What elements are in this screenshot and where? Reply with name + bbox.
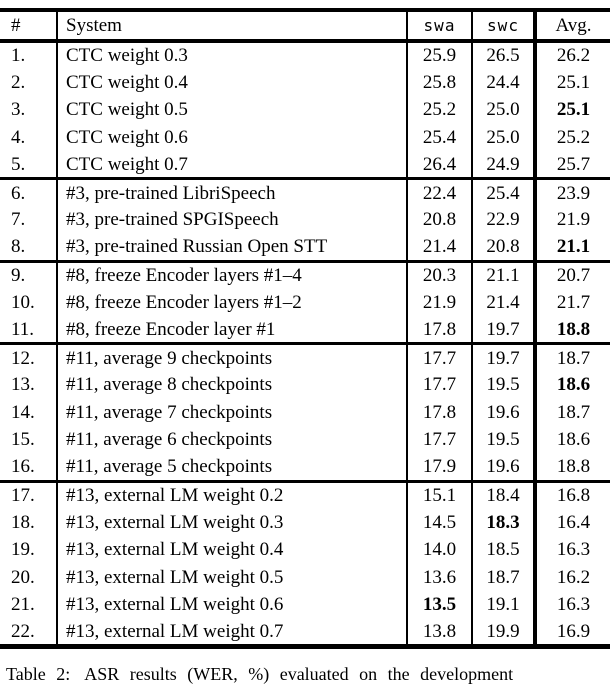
avg-cell: 18.7: [535, 344, 610, 372]
row-number-cell: 9.: [0, 261, 57, 289]
swa-cell: 21.9: [407, 289, 472, 317]
swa-cell: 17.7: [407, 344, 472, 372]
table-row: [0, 481, 610, 509]
avg-cell: 16.3: [556, 594, 591, 616]
swc-cell: 25.0: [472, 96, 535, 124]
system-cell: #13, external LM weight 0.2: [57, 481, 407, 509]
system-cell: #3, pre-trained SPGISpeech: [57, 206, 407, 234]
system-cell: #13, external LM weight 0.7: [57, 619, 407, 647]
row-number-cell: 4.: [0, 124, 57, 152]
avg-cell: 18.6: [556, 374, 591, 396]
swa-cell: 22.4: [407, 179, 472, 207]
avg-cell: 21.9: [556, 209, 591, 231]
row-number-cell: 14.: [0, 399, 57, 427]
table-row: [0, 261, 610, 289]
system-cell: #11, average 5 checkpoints: [57, 454, 407, 482]
table-row: [0, 179, 610, 207]
table-row: [0, 619, 610, 647]
swc-cell: 22.9: [472, 206, 535, 234]
row-number-cell: 6.: [0, 179, 57, 207]
table-row: [0, 96, 610, 124]
row-number-cell: 19.: [0, 536, 57, 564]
row-number-cell: 17.: [0, 481, 57, 509]
avg-cell: 18.7: [556, 401, 591, 423]
system-cell: CTC weight 0.4: [57, 69, 407, 97]
table-row: [0, 289, 610, 317]
swc-cell: 21.1: [472, 261, 535, 289]
header-system: System: [57, 10, 407, 41]
swa-cell: 25.8: [407, 69, 472, 97]
row-number-cell: 20.: [0, 564, 57, 592]
swa-cell: 21.4: [407, 234, 472, 262]
system-cell: #13, external LM weight 0.3: [57, 509, 407, 537]
row-number-cell: 2.: [0, 69, 57, 97]
system-cell: #13, external LM weight 0.4: [57, 536, 407, 564]
table-row: [0, 41, 610, 69]
swc-cell: 18.4: [472, 481, 535, 509]
swa-cell: 13.6: [407, 564, 472, 592]
system-cell: #11, average 6 checkpoints: [57, 426, 407, 454]
swa-cell: 13.5: [407, 591, 472, 619]
swc-cell: 18.7: [472, 564, 535, 592]
avg-cell: 25.2: [556, 126, 591, 148]
caption-text: ASR results (WER, %) evaluated on the development: [84, 663, 514, 684]
system-cell: #11, average 9 checkpoints: [57, 344, 407, 372]
avg-cell: 16.8: [535, 481, 610, 509]
row-number-cell: 5.: [0, 151, 57, 179]
caption-label: Table 2:: [6, 663, 71, 684]
table-row: [0, 509, 610, 537]
swa-cell: 25.4: [407, 124, 472, 152]
system-cell: #8, freeze Encoder layers #1–2: [57, 289, 407, 317]
table-row: [0, 371, 610, 399]
swc-cell: 19.9: [472, 619, 535, 647]
table-row: [0, 454, 610, 482]
system-cell: #3, pre-trained LibriSpeech: [57, 179, 407, 207]
row-number-cell: 10.: [0, 289, 57, 317]
table-row: [0, 151, 610, 179]
swa-cell: 25.9: [407, 41, 472, 69]
swc-cell: 25.0: [472, 124, 535, 152]
row-number-cell: 12.: [0, 344, 57, 372]
swa-cell: 14.5: [407, 509, 472, 537]
header-swc: swc: [472, 10, 535, 41]
system-cell: CTC weight 0.3: [57, 41, 407, 69]
system-cell: #8, freeze Encoder layers #1–4: [57, 261, 407, 289]
avg-cell: 16.3: [556, 539, 591, 561]
avg-cell: 18.8: [556, 456, 591, 477]
system-cell: #13, external LM weight 0.6: [57, 591, 407, 619]
avg-cell: 21.1: [556, 236, 591, 257]
row-number-cell: 1.: [0, 41, 57, 69]
avg-cell: 25.1: [556, 99, 591, 121]
swc-cell: 19.6: [472, 399, 535, 427]
system-cell: CTC weight 0.5: [57, 96, 407, 124]
swc-cell: 19.7: [472, 316, 535, 344]
system-cell: #8, freeze Encoder layer #1: [57, 316, 407, 344]
avg-cell: 16.4: [556, 511, 591, 533]
avg-cell: 16.2: [556, 566, 591, 588]
table-row: [0, 206, 610, 234]
swa-cell: 17.7: [407, 426, 472, 454]
table-caption: [0, 663, 610, 684]
table-row: [0, 344, 610, 372]
swa-cell: 17.8: [407, 316, 472, 344]
system-cell: CTC weight 0.6: [57, 124, 407, 152]
table-row: [0, 234, 610, 262]
system-cell: #3, pre-trained Russian Open STT: [57, 234, 407, 262]
system-cell: CTC weight 0.7: [57, 151, 407, 179]
swa-cell: 14.0: [407, 536, 472, 564]
table-row: [0, 591, 610, 619]
table-row: [0, 399, 610, 427]
row-number-cell: 8.: [0, 234, 57, 262]
system-cell: #11, average 7 checkpoints: [57, 399, 407, 427]
table-row: [0, 316, 610, 344]
avg-cell: 18.6: [556, 429, 591, 451]
swc-cell: 18.5: [472, 536, 535, 564]
swa-cell: 20.8: [407, 206, 472, 234]
row-number-cell: 7.: [0, 206, 57, 234]
avg-cell: 16.9: [556, 620, 591, 642]
swc-cell: 26.5: [472, 41, 535, 69]
swa-cell: 17.7: [407, 371, 472, 399]
swc-cell: 21.4: [472, 289, 535, 317]
avg-cell: 25.7: [556, 153, 591, 175]
swc-cell: 19.5: [472, 426, 535, 454]
swc-cell: 24.9: [472, 151, 535, 179]
row-number-cell: 13.: [0, 371, 57, 399]
table-row: [0, 69, 610, 97]
swa-cell: 17.8: [407, 399, 472, 427]
system-cell: #13, external LM weight 0.5: [57, 564, 407, 592]
row-number-cell: 15.: [0, 426, 57, 454]
row-number-cell: 22.: [0, 619, 57, 647]
table-row: [0, 124, 610, 152]
swa-cell: 25.2: [407, 96, 472, 124]
swc-cell: 20.8: [472, 234, 535, 262]
row-number-cell: 21.: [0, 591, 57, 619]
swa-cell: 26.4: [407, 151, 472, 179]
avg-cell: 25.1: [556, 71, 591, 93]
avg-cell: 18.8: [556, 318, 591, 340]
swc-cell: 19.1: [472, 591, 535, 619]
swa-cell: 15.1: [407, 481, 472, 509]
header-number: #: [0, 10, 57, 41]
table-header-row: [0, 10, 610, 41]
swc-cell: 18.3: [472, 509, 535, 537]
swc-cell: 19.7: [472, 344, 535, 372]
row-number-cell: 11.: [0, 316, 57, 344]
row-number-cell: 18.: [0, 509, 57, 537]
row-number-cell: 16.: [0, 454, 57, 482]
avg-cell: 21.7: [556, 291, 591, 313]
header-avg: Avg.: [535, 10, 610, 41]
avg-cell: 23.9: [535, 179, 610, 207]
table-row: [0, 426, 610, 454]
swc-cell: 25.4: [472, 179, 535, 207]
swc-cell: 19.5: [472, 371, 535, 399]
swa-cell: 13.8: [407, 619, 472, 647]
swa-cell: 17.9: [407, 454, 472, 482]
asr-results-table: [0, 8, 610, 649]
system-cell: #11, average 8 checkpoints: [57, 371, 407, 399]
table-row: [0, 536, 610, 564]
table-row: [0, 564, 610, 592]
avg-cell: 20.7: [535, 261, 610, 289]
swa-cell: 20.3: [407, 261, 472, 289]
swc-cell: 19.6: [472, 454, 535, 482]
swc-cell: 24.4: [472, 69, 535, 97]
header-swa: swa: [407, 10, 472, 41]
avg-cell: 26.2: [556, 45, 591, 67]
row-number-cell: 3.: [0, 96, 57, 124]
